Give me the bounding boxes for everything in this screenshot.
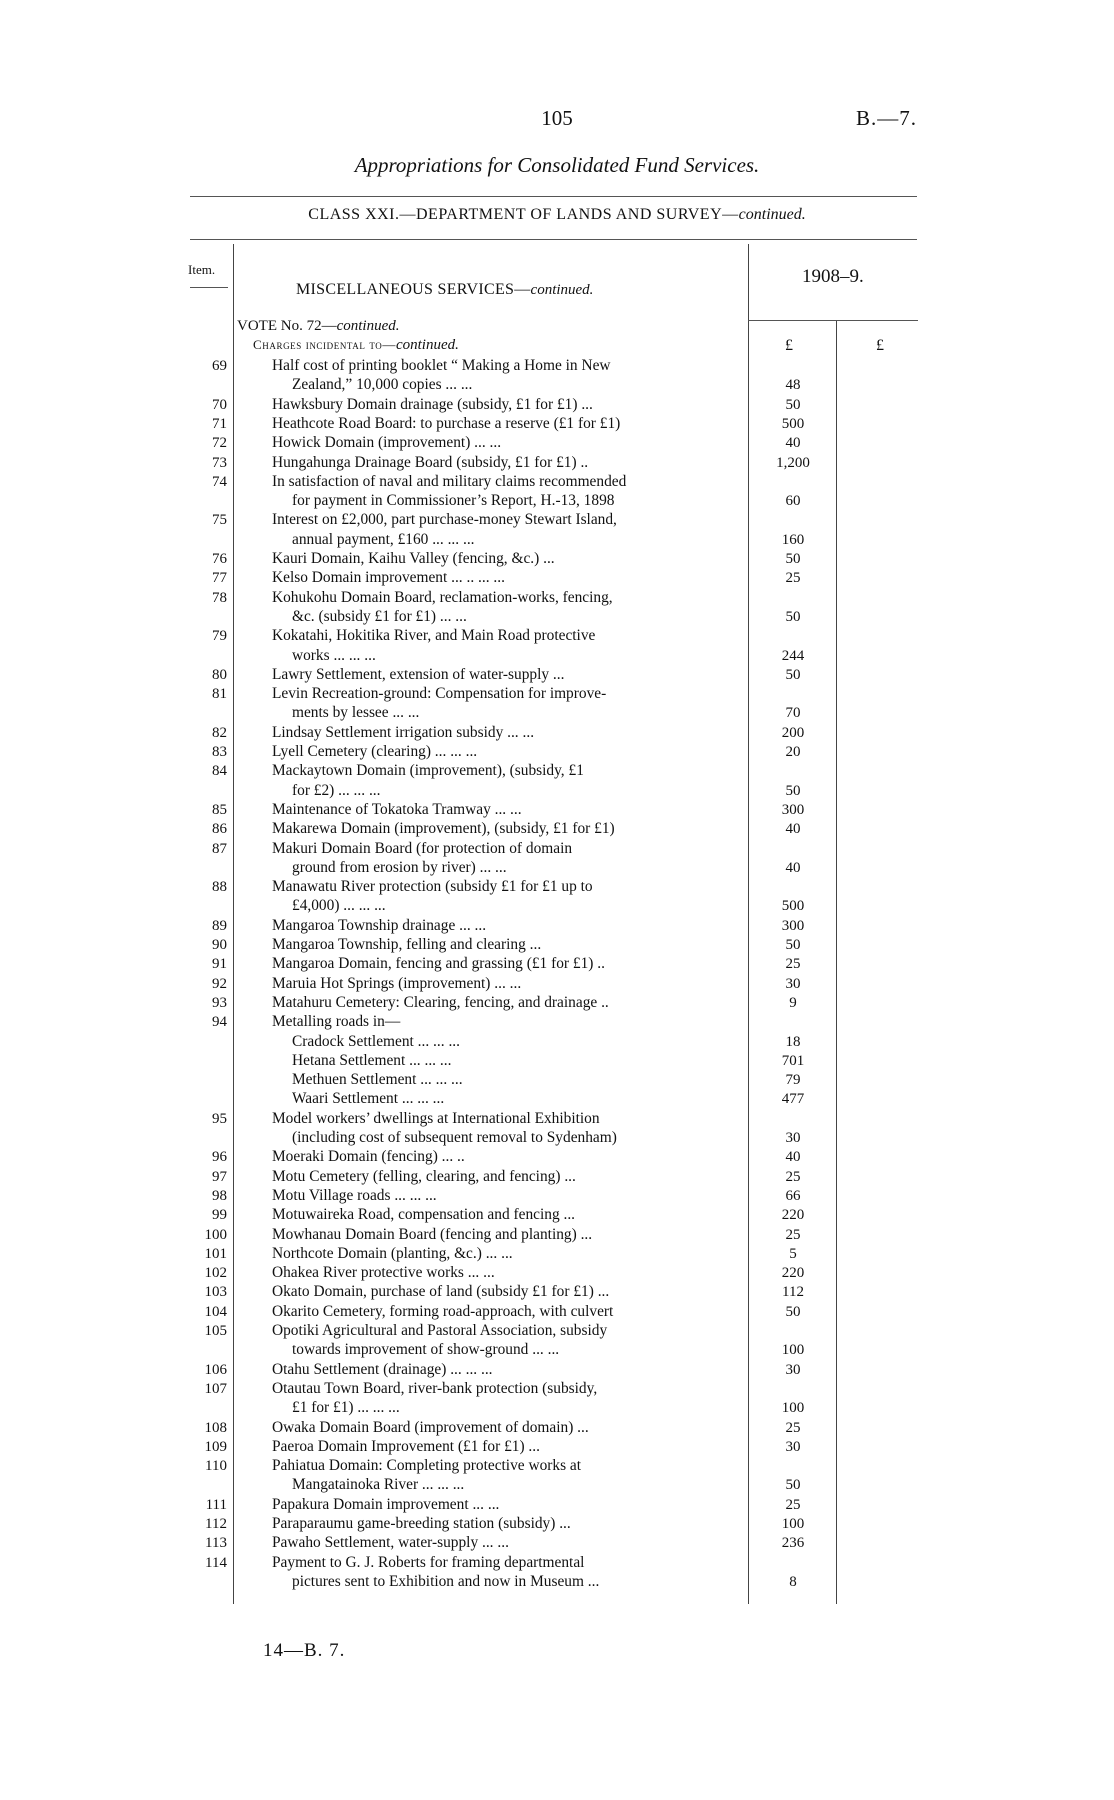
item-description: Okarito Cemetery, forming road-approach, with culvert <box>272 1302 614 1320</box>
item-amount: 300 <box>781 801 805 818</box>
item-description: £4,000) ... ... ... <box>292 897 386 915</box>
item-description: Hawksbury Domain drainage (subsidy, £1 for £1) ... <box>272 395 593 413</box>
item-amount: 500 <box>781 898 805 915</box>
item-description: Makuri Domain Board (for protection of domain <box>272 839 573 857</box>
item-amount: 40 <box>785 1149 801 1166</box>
item-amount: 477 <box>781 1091 805 1108</box>
item-number: 98 <box>212 1187 227 1204</box>
item-description: Papakura Domain improvement ... ... <box>272 1495 500 1513</box>
item-number: 82 <box>212 724 227 741</box>
item-description: Kelso Domain improvement ... .. ... ... <box>272 569 505 587</box>
item-number: 113 <box>205 1535 227 1552</box>
item-amount: 160 <box>781 531 805 548</box>
item-amount: 50 <box>785 1477 801 1494</box>
item-number: 91 <box>212 956 227 973</box>
item-number: 100 <box>204 1226 227 1243</box>
item-description: Zealand,” 10,000 copies ... ... <box>292 376 473 394</box>
item-number: 79 <box>212 628 227 645</box>
item-description: Mowhanau Domain Board (fencing and planting) ... <box>272 1225 593 1243</box>
vote-heading <box>237 318 399 335</box>
item-number: 72 <box>212 435 227 452</box>
item-amount: 50 <box>785 608 801 625</box>
item-amount: 100 <box>781 1516 805 1532</box>
item-description: Payment to G. J. Roberts for framing departmental <box>272 1553 585 1571</box>
item-description: Hetana Settlement ... ... ... <box>292 1051 452 1069</box>
class-heading <box>0 206 1114 224</box>
currency-symbol-col2: £ <box>876 337 884 354</box>
item-amount: 8 <box>789 1573 797 1590</box>
section-title <box>296 281 593 299</box>
item-number: 103 <box>204 1284 227 1301</box>
item-description: Model workers’ dwellings at International Exhibition <box>272 1109 600 1127</box>
item-number: 81 <box>212 686 227 703</box>
year-column-header: 1908–9. <box>802 266 864 287</box>
item-amount: 244 <box>781 647 805 664</box>
item-number: 76 <box>212 551 227 567</box>
item-amount: 25 <box>785 1419 801 1436</box>
item-description: Mangaroa Township, felling and clearing ... <box>272 936 542 953</box>
item-amount: 701 <box>781 1052 805 1069</box>
item-amount: 25 <box>785 956 801 973</box>
item-amount: 100 <box>781 1342 805 1359</box>
item-number: 71 <box>212 415 227 432</box>
item-number: 104 <box>204 1303 227 1320</box>
item-description: &c. (subsidy £1 for £1) ... ... <box>292 607 467 625</box>
item-column-divider <box>233 244 234 1604</box>
item-description: for £2) ... ... ... <box>292 781 381 799</box>
item-description: Metalling roads in— <box>272 1013 401 1031</box>
item-description: Mangaroa Domain, fencing and grassing (£1 for £1) .. <box>272 955 605 973</box>
class-heading-suffix: continued. <box>738 206 806 223</box>
item-number: 83 <box>212 744 227 760</box>
item-description: Kohukohu Domain Board, reclamation-works, fencing, <box>272 588 613 606</box>
item-description: ments by lessee ... ... <box>292 704 420 722</box>
item-description: Paraparaumu game-breeding station (subsidy) ... <box>272 1515 571 1532</box>
item-description: Mangatainoka River ... ... ... <box>292 1476 465 1494</box>
item-number: 111 <box>205 1496 227 1513</box>
item-amount: 30 <box>785 1438 801 1455</box>
item-description: Levin Recreation-ground: Compensation for improve- <box>272 685 607 703</box>
item-number: 80 <box>212 666 227 683</box>
item-number: 75 <box>212 512 227 529</box>
item-amount: 18 <box>785 1033 801 1050</box>
item-description: Lindsay Settlement irrigation subsidy ... ... <box>272 723 535 741</box>
item-amount: 220 <box>781 1207 805 1224</box>
item-number: 90 <box>212 937 227 953</box>
item-number: 94 <box>212 1014 227 1031</box>
item-number: 84 <box>212 763 227 780</box>
item-number: 69 <box>212 358 227 374</box>
page-number: 105 <box>541 106 573 130</box>
item-number: 93 <box>212 994 227 1011</box>
item-number: 97 <box>212 1168 227 1185</box>
item-amount: 200 <box>781 724 805 741</box>
item-number: 110 <box>205 1458 227 1475</box>
item-description: Kokatahi, Hokitika River, and Main Road protective <box>272 627 596 645</box>
item-description: Interest on £2,000, part purchase-money Stewart Island, <box>272 511 617 529</box>
item-number: 99 <box>212 1207 227 1224</box>
item-number: 85 <box>212 801 227 818</box>
item-amount: 220 <box>781 1265 805 1282</box>
item-description: £1 for £1) ... ... ... <box>292 1399 400 1417</box>
footer-signature-code: 14—B. 7. <box>263 1640 346 1661</box>
item-description: Owaka Domain Board (improvement of domain) ... <box>272 1418 589 1436</box>
item-number: 95 <box>212 1110 227 1127</box>
item-amount: 1,200 <box>776 454 810 471</box>
item-number: 74 <box>212 473 227 490</box>
item-description: (including cost of subsequent removal to Sydenham) <box>292 1129 617 1146</box>
item-description: Mackaytown Domain (improvement), (subsidy, £1 <box>272 762 584 780</box>
year-header-rule <box>748 320 918 321</box>
item-description: Lawry Settlement, extension of water-supply ... <box>272 665 565 683</box>
item-description: Otautau Town Board, river-bank protection (subsidy, <box>272 1379 598 1397</box>
charges-subheading-main: Charges incidental to— <box>253 337 396 352</box>
item-description: Motu Village roads ... ... ... <box>272 1186 437 1204</box>
item-description: In satisfaction of naval and military claims recommended <box>272 472 627 490</box>
item-amount: 79 <box>785 1072 801 1089</box>
charges-subheading-suffix: continued. <box>395 337 459 353</box>
item-amount: 500 <box>781 415 805 432</box>
item-description: Maruia Hot Springs (improvement) ... ... <box>272 974 522 992</box>
item-description: Otahu Settlement (drainage) ... ... ... <box>272 1360 493 1378</box>
item-amount: 40 <box>785 821 801 838</box>
item-description: Opotiki Agricultural and Pastoral Association, subsidy <box>272 1322 608 1339</box>
item-description: Motuwaireka Road, compensation and fencing ... <box>272 1206 576 1224</box>
item-number: 108 <box>204 1419 227 1436</box>
item-amount: 50 <box>785 937 801 953</box>
item-description: Makarewa Domain (improvement), (subsidy, £1 for £1) <box>272 820 615 838</box>
item-description: Pawaho Settlement, water-supply ... ... <box>272 1534 509 1552</box>
item-description: Manawatu River protection (subsidy £1 for £1 up to <box>272 878 593 896</box>
charges-subheading <box>253 337 459 354</box>
item-description: pictures sent to Exhibition and now in Museum ... <box>292 1572 600 1590</box>
item-number: 73 <box>212 454 227 471</box>
class-heading-main: CLASS XXI.—DEPARTMENT OF LANDS AND SURVEY— <box>308 206 739 223</box>
item-amount: 100 <box>781 1400 805 1417</box>
item-description: Heathcote Road Board: to purchase a reserve (£1 for £1) <box>272 414 621 432</box>
item-description: Half cost of printing booklet “ Making a Home in New <box>272 357 611 374</box>
item-amount: 236 <box>781 1535 805 1552</box>
item-description: ground from erosion by river) ... ... <box>292 858 507 876</box>
item-number: 102 <box>204 1265 227 1282</box>
item-description: Lyell Cemetery (clearing) ... ... ... <box>272 743 478 760</box>
item-column-header: Item. <box>188 262 216 277</box>
item-amount: 5 <box>789 1245 797 1262</box>
item-amount: 25 <box>785 1496 801 1513</box>
item-description: annual payment, £160 ... ... ... <box>292 530 475 548</box>
item-header-rule <box>190 287 228 288</box>
item-number: 112 <box>205 1516 227 1532</box>
item-amount: 66 <box>785 1187 801 1204</box>
item-amount: 40 <box>785 859 801 876</box>
document-code: B.—7. <box>856 106 918 130</box>
section-title-main: MISCELLANEOUS SERVICES— <box>296 281 531 298</box>
item-number: 86 <box>212 821 227 838</box>
item-amount: 50 <box>785 551 801 567</box>
item-number: 88 <box>212 879 227 896</box>
item-number: 87 <box>212 840 227 857</box>
item-description: Matahuru Cemetery: Clearing, fencing, and drainage .. <box>272 993 609 1011</box>
item-amount: 70 <box>785 705 801 722</box>
currency-symbol-col1: £ <box>785 337 793 354</box>
item-description: towards improvement of show-ground ... ... <box>292 1341 560 1359</box>
item-description: Pahiatua Domain: Completing protective works at <box>272 1457 582 1475</box>
item-number: 107 <box>204 1380 227 1397</box>
item-number: 78 <box>212 589 227 606</box>
item-amount: 20 <box>785 744 801 760</box>
item-description: Ohakea River protective works ... ... <box>272 1264 495 1282</box>
item-amount: 30 <box>785 1361 801 1378</box>
item-amount: 50 <box>785 1303 801 1320</box>
item-number: 101 <box>204 1245 227 1262</box>
item-amount: 9 <box>789 994 797 1011</box>
item-description: for payment in Commissioner’s Report, H.-13, 1898 <box>292 492 615 510</box>
vote-heading-main: VOTE No. 72— <box>237 318 337 334</box>
item-amount: 50 <box>785 396 801 413</box>
section-title-suffix: continued. <box>530 282 594 298</box>
item-number: 96 <box>212 1149 227 1166</box>
amount-column-divider <box>748 244 749 1604</box>
item-description: Waari Settlement ... ... ... <box>292 1090 445 1108</box>
item-amount: 25 <box>785 1168 801 1185</box>
item-amount: 48 <box>785 377 801 394</box>
item-description: Moeraki Domain (fencing) ... .. <box>272 1148 465 1166</box>
item-number: 92 <box>212 975 227 992</box>
item-amount: 30 <box>785 1130 801 1146</box>
item-number: 77 <box>212 570 227 587</box>
amount-subcolumn-divider <box>836 320 837 1604</box>
item-number: 70 <box>212 396 227 413</box>
item-description: Motu Cemetery (felling, clearing, and fencing) ... <box>272 1167 576 1185</box>
item-amount: 25 <box>785 570 801 587</box>
item-description: Methuen Settlement ... ... ... <box>292 1071 463 1089</box>
item-description: Northcote Domain (planting, &c.) ... ... <box>272 1244 513 1262</box>
item-description: Hungahunga Drainage Board (subsidy, £1 for £1) .. <box>272 453 589 471</box>
top-rule <box>190 196 917 197</box>
item-description: Cradock Settlement ... ... ... <box>292 1032 460 1050</box>
item-description: Mangaroa Township drainage ... ... <box>272 916 487 934</box>
vote-heading-suffix: continued. <box>336 318 400 334</box>
item-amount: 50 <box>785 782 801 799</box>
item-description: Maintenance of Tokatoka Tramway ... ... <box>272 800 522 818</box>
item-number: 109 <box>204 1438 227 1455</box>
item-number: 89 <box>212 917 227 934</box>
item-description: Okato Domain, purchase of land (subsidy £1 for £1) ... <box>272 1283 610 1301</box>
item-amount: 60 <box>785 493 801 510</box>
item-amount: 112 <box>782 1284 804 1301</box>
item-number: 105 <box>204 1323 227 1339</box>
item-description: works ... ... ... <box>292 646 376 664</box>
table-top-rule <box>190 239 917 240</box>
item-number: 106 <box>204 1361 227 1378</box>
item-amount: 300 <box>781 917 805 934</box>
item-amount: 30 <box>785 975 801 992</box>
item-description: Howick Domain (improvement) ... ... <box>272 434 502 452</box>
item-amount: 50 <box>785 666 801 683</box>
item-description: Kauri Domain, Kaihu Valley (fencing, &c.) ... <box>272 550 555 567</box>
item-description: Paeroa Domain Improvement (£1 for £1) ... <box>272 1437 540 1455</box>
page-title: Appropriations for Consolidated Fund Services. <box>354 153 760 177</box>
item-amount: 40 <box>785 435 801 452</box>
item-amount: 25 <box>785 1226 801 1243</box>
item-number: 114 <box>205 1554 227 1571</box>
